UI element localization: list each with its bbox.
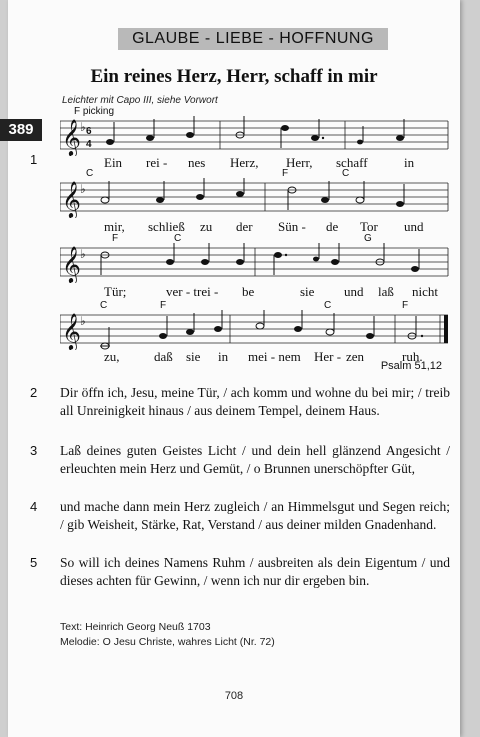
treble-clef-icon: 𝄞 [62, 245, 81, 283]
chord: F [282, 168, 289, 179]
chord: F [402, 300, 409, 311]
lyric: schaff [336, 155, 368, 170]
lyric: nicht [412, 284, 438, 299]
performance-note: Leichter mit Capo III, siehe Vorwort [62, 95, 218, 106]
lyric: daß [154, 349, 173, 364]
lyric: Herz, [230, 155, 259, 170]
chord: F [160, 300, 167, 311]
text-credit: Text: Heinrich Georg Neuß 1703 [60, 621, 211, 633]
verse-5-number: 5 [30, 555, 38, 570]
chord: C [86, 168, 94, 179]
verse-1-number: 1 [30, 152, 38, 167]
lyric: ver - trei - [166, 284, 219, 299]
lyric: sie [186, 349, 201, 364]
lyric: in [404, 155, 415, 170]
verse-2-number: 2 [30, 385, 38, 400]
lyric: Her - [314, 349, 342, 364]
chord: F [112, 233, 119, 244]
verse-3-text: Laß deines guten Geistes Licht / und dein hell glänzend Angesicht / erleuchten mein Herz und Gemüt, / o Brunnen unerschöpfter Güt, [60, 443, 450, 476]
treble-clef-icon: 𝄞 [62, 180, 81, 218]
lyric: mir, [104, 219, 125, 234]
treble-clef-icon: 𝄞 [62, 312, 81, 350]
lyric: in [218, 349, 229, 364]
lyric: mei - nem [248, 349, 301, 364]
lyric: Ein [104, 155, 123, 170]
chord: F picking [74, 106, 115, 117]
verse-4-text: und mache dann mein Herz zugleich / an Himmelsgut und Segen reich; / gib Weisheit, Stärke, Rat, Verstand / aus deiner milden Gnadenhand. [60, 499, 450, 532]
lyric: schließ [148, 219, 185, 234]
page-number: 708 [224, 690, 244, 702]
music-staff-3 [60, 243, 450, 283]
lyric: zu, [104, 349, 120, 364]
chord: C [324, 300, 332, 311]
svg-text:4: 4 [86, 139, 92, 150]
melody-credit: Melodie: O Jesu Christe, wahres Licht (Nr. 72) [60, 636, 275, 648]
music-staff-2 [60, 178, 450, 218]
lyric: ruh. [402, 349, 423, 364]
flat-icon: ♭ [80, 247, 86, 261]
lyric: Sün - [278, 219, 306, 234]
music-staff-1 [60, 116, 450, 156]
song-number: 389 [0, 119, 42, 141]
lyric: nes [188, 155, 206, 170]
flat-icon: ♭ [80, 314, 86, 328]
treble-clef-icon: 𝄞 [62, 118, 81, 156]
lyric: Tor [360, 219, 378, 234]
verse-2-text: Dir öffn ich, Jesu, meine Tür, / ach komm und wohne du bei mir; / treib all Unreinigkeit hinaus / aus deinem Tempel, deinem Haus. [60, 385, 450, 418]
song-title: Ein reines Herz, Herr, schaff in mir [90, 66, 378, 87]
chord: G [364, 233, 372, 244]
lyric: Tür; [104, 284, 127, 299]
lyric: rei - [146, 155, 168, 170]
lyric: und [404, 219, 424, 234]
lyric: der [236, 219, 253, 234]
lyric: und [344, 284, 364, 299]
flat-icon: ♭ [80, 120, 86, 134]
lyric: zu [200, 219, 213, 234]
section-title: GLAUBE - LIEBE - HOFFNUNG [132, 30, 374, 47]
chord: C [174, 233, 182, 244]
chord: C [342, 168, 350, 179]
lyric: sie [300, 284, 315, 299]
lyric: zen [346, 349, 365, 364]
lyric: Herr, [286, 155, 313, 170]
chord: C [100, 300, 108, 311]
lyric: laß [378, 284, 394, 299]
lyric: de [326, 219, 339, 234]
lyric: be [242, 284, 255, 299]
svg-text:6: 6 [86, 126, 92, 137]
music-staff-4 [60, 310, 450, 350]
verse-3-number: 3 [30, 443, 38, 458]
verse-5-text: So will ich deines Namens Ruhm / ausbreiten als dein Eigentum / und dieses achten für Gewinn, / wenn ich nur dir ergeben bin. [60, 555, 450, 588]
hymnal-page [8, 0, 460, 737]
psalm-reference: Psalm 51,12 [380, 360, 442, 372]
flat-icon: ♭ [80, 182, 86, 196]
verse-4-number: 4 [30, 499, 38, 514]
